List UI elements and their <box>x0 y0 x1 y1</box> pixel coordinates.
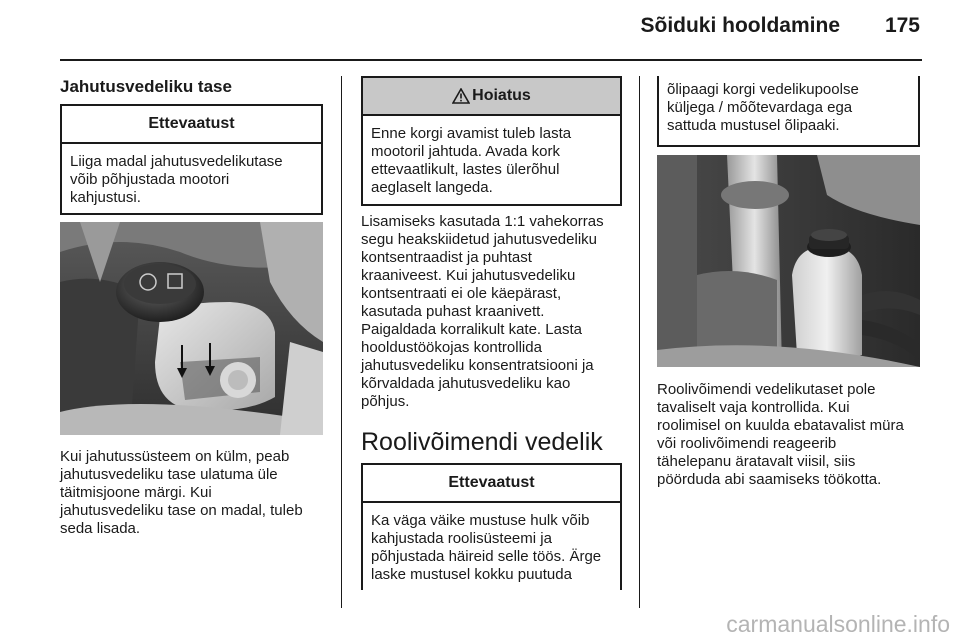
caution-line: kahjustusi. <box>70 189 141 206</box>
caution-text <box>62 144 321 207</box>
warning-line: mootoril jahtuda. Avada kork <box>371 143 561 160</box>
caution-title: Ettevaatust <box>363 465 620 503</box>
coolant-reservoir-photo <box>60 222 323 435</box>
caution-box-steering <box>361 463 622 590</box>
warning-box-coolant <box>361 76 622 206</box>
paragraph-line: jahutusvedeliku tase on madal, tuleb <box>60 502 303 519</box>
paragraph-line: tavaliselt vaja kontrollida. Kui <box>657 399 850 416</box>
paragraph-line: segu heakskiidetud jahutusvedeliku <box>361 231 597 248</box>
power-steering-paragraph <box>657 381 904 489</box>
caution-title: Ettevaatust <box>62 106 321 144</box>
caution-text <box>659 76 918 135</box>
caution-line: põhjustada häireid selle töös. Ärge <box>371 548 602 565</box>
paragraph-line: kõrvaldada jahutusvedeliku kao <box>361 375 571 392</box>
caution-line: võib põhjustada mootori <box>70 171 230 188</box>
section-heading-power-steering-fluid: Roolivõimendi vedelik <box>361 428 603 456</box>
warning-title: Hoiatus <box>472 87 531 104</box>
watermark: carmanualsonline.info <box>726 611 950 637</box>
paragraph-line: jahutusvedeliku tase ulatuma üle <box>60 466 278 483</box>
coolant-reservoir-illustration <box>60 222 323 435</box>
warning-line: ettevaatlikult, lastes ülerõhul <box>371 161 560 178</box>
caution-line: kahjustada roolisüsteemi ja <box>371 530 552 547</box>
section-heading-coolant-level: Jahutusvedeliku tase <box>60 77 232 96</box>
caution-line: küljega / mõõtevardaga ega <box>667 99 853 116</box>
paragraph-line: täitmisjoone märgi. Kui <box>60 484 212 501</box>
paragraph-line: kontsentraati ei ole käepärast, <box>361 285 562 302</box>
page-number: 175 <box>884 14 920 37</box>
caution-box-continued <box>657 76 920 147</box>
caution-line: Ka väga väike mustuse hulk võib <box>371 512 590 529</box>
header-divider <box>60 59 922 61</box>
column-divider-1 <box>341 76 342 608</box>
paragraph-line: või roolivõimendi reageerib <box>657 435 837 452</box>
paragraph-line: kontsentraadist ja puhtast <box>361 249 532 266</box>
column-divider-2 <box>639 76 640 608</box>
paragraph-line: tähelepanu äratavalt viisil, siis <box>657 453 856 470</box>
paragraph-line: põhjus. <box>361 393 410 410</box>
coolant-level-paragraph <box>60 448 303 538</box>
caution-line: laske mustusel kokku puutuda <box>371 566 572 583</box>
paragraph-line: pöörduda abi saamiseks töökotta. <box>657 471 882 488</box>
warning-line: aeglaselt langeda. <box>371 179 493 196</box>
coolant-mix-paragraph <box>361 213 604 411</box>
paragraph-line: Kui jahutussüsteem on külm, peab <box>60 448 290 465</box>
paragraph-line: seda lisada. <box>60 520 141 537</box>
warning-header <box>363 78 620 116</box>
warning-line: Enne korgi avamist tuleb lasta <box>371 125 572 142</box>
caution-line: Liiga madal jahutusvedelikutase <box>70 153 283 170</box>
caution-line: õlipaagi korgi vedelikupoolse <box>667 81 859 98</box>
warning-text <box>363 116 620 197</box>
paragraph-line: jahutusvedeliku konsentratsiooni ja <box>361 357 594 374</box>
warning-triangle-icon <box>452 88 470 104</box>
caution-box-coolant <box>60 104 323 215</box>
power-steering-reservoir-illustration <box>657 155 920 367</box>
paragraph-line: hooldustöökojas kontrollida <box>361 339 542 356</box>
caution-text <box>363 503 620 584</box>
paragraph-line: kraaniveest. Kui jahutusvedeliku <box>361 267 576 284</box>
paragraph-line: Paigaldada korralikult kate. Lasta <box>361 321 582 338</box>
power-steering-reservoir-photo <box>657 155 920 367</box>
paragraph-line: kasutada puhast kraanivett. <box>361 303 545 320</box>
paragraph-line: Roolivõimendi vedelikutaset pole <box>657 381 876 398</box>
paragraph-line: roolimisel on kuulda ebatavalist müra <box>657 417 904 434</box>
caution-line: sattuda mustusel õlipaaki. <box>667 117 840 134</box>
page-header-title: Sõiduki hooldamine <box>640 14 840 37</box>
paragraph-line: Lisamiseks kasutada 1:1 vahekorras <box>361 213 604 230</box>
